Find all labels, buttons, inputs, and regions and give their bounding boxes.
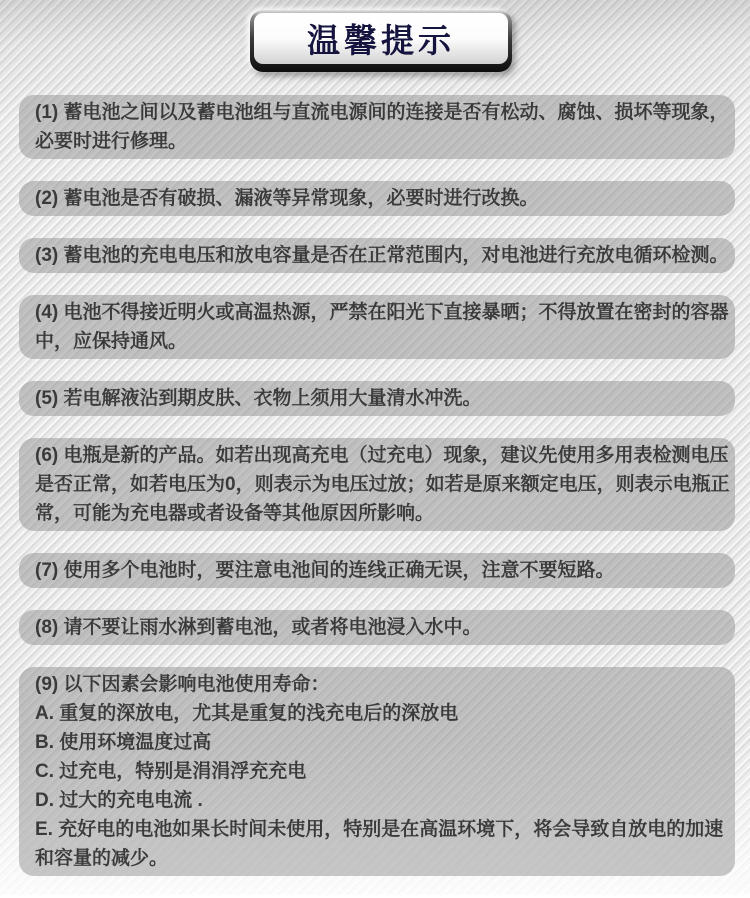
title-banner (250, 10, 512, 72)
notice-box (19, 381, 735, 416)
notice-box (19, 95, 735, 159)
notice-box (19, 238, 735, 273)
page-title: 温馨提示 (307, 22, 455, 59)
notice-line: (5) 若电解液沾到期皮肤、衣物上须用大量清水冲洗。 (35, 388, 482, 409)
notice-line: E. 充好电的电池如果长时间未使用，特别是在高温环境下，将会导致自放电的加速 (35, 819, 724, 840)
notice-line: D. 过大的充电电流 . (35, 790, 203, 811)
notice-box (19, 553, 735, 588)
notice-line: (3) 蓄电池的充电电压和放电容量是否在正常范围内，对电池进行充放电循环检测。 (35, 245, 729, 266)
notice-line: 是否正常，如若电压为0，则表示为电压过放；如若是原来额定电压，则表示电瓶正 (35, 474, 730, 495)
notice-line: C. 过充电，特别是涓涓浮充充电 (35, 761, 307, 782)
notice-line: (7) 使用多个电池时，要注意电池间的连线正确无误，注意不要短路。 (35, 560, 615, 581)
notice-line: (6) 电瓶是新的产品。如若出现高充电（过充电）现象，建议先使用多用表检测电压 (35, 445, 729, 466)
notice-line: (8) 请不要让雨水淋到蓄电池，或者将电池浸入水中。 (35, 617, 482, 638)
notice-line: (9) 以下因素会影响电池使用寿命： (35, 674, 330, 695)
notice-list (19, 95, 735, 898)
notice-box (19, 610, 735, 645)
notice-box (19, 295, 735, 359)
notice-box (19, 181, 735, 216)
notice-line: (1) 蓄电池之间以及蓄电池组与直流电源间的连接是否有松动、腐蚀、损坏等现象， (35, 102, 729, 123)
notice-line: B. 使用环境温度过高 (35, 732, 212, 753)
notice-line: 常，可能为充电器或者设备等其他原因所影响。 (35, 503, 435, 524)
title-banner-face (254, 13, 508, 64)
notice-line: (4) 电池不得接近明火或高温热源，严禁在阳光下直接暴晒；不得放置在密封的容器 (35, 302, 729, 323)
notice-line: 必要时进行修理。 (35, 131, 188, 152)
notice-box (19, 438, 735, 531)
notice-line: A. 重复的深放电，尤其是重复的浅充电后的深放电 (35, 703, 459, 724)
notice-line: 中，应保持通风。 (35, 331, 188, 352)
notice-line: 和容量的减少。 (35, 848, 169, 869)
notice-box (19, 667, 735, 876)
notice-line: (2) 蓄电池是否有破损、漏液等异常现象，必要时进行改换。 (35, 188, 539, 209)
